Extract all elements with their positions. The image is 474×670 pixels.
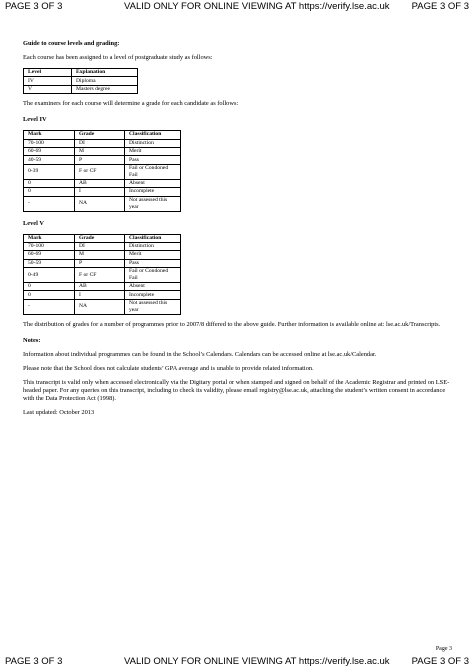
levels-cell-level: V	[24, 85, 72, 93]
cell-mark: 0	[24, 179, 75, 187]
cell-classification: Absent	[125, 283, 181, 291]
table-row	[24, 77, 138, 85]
notes-heading: Notes:	[23, 336, 41, 344]
cell-grade: M	[75, 147, 125, 155]
table-row	[24, 179, 181, 187]
cell-grade: AB	[75, 283, 125, 291]
cell-grade: F or CF	[75, 268, 125, 283]
cell-mark: 0	[24, 188, 75, 196]
header-grade: Grade	[75, 234, 125, 242]
bottom-banner-page-left: PAGE 3 OF 3	[5, 656, 63, 667]
level-v-heading: Level V	[23, 219, 45, 227]
header-mark: Mark	[24, 234, 75, 242]
table-row	[24, 242, 181, 250]
top-banner-page-left: PAGE 3 OF 3	[5, 1, 63, 12]
top-banner	[0, 0, 474, 14]
table-row	[24, 188, 181, 196]
cell-mark: 60-69	[24, 147, 75, 155]
table-row	[24, 147, 181, 155]
cell-classification: Merit	[125, 147, 181, 155]
cell-classification: Incomplete	[125, 188, 181, 196]
top-banner-verify-text: VALID ONLY FOR ONLINE VIEWING AT https://verify.lse.ac.uk	[124, 1, 390, 12]
levels-cell-explanation: Masters degree	[72, 85, 138, 93]
cell-mark: 60-69	[24, 251, 75, 259]
cell-grade: I	[75, 188, 125, 196]
cell-grade: DI	[75, 139, 125, 147]
page-number: Page 3	[435, 646, 452, 652]
header-grade: Grade	[75, 131, 125, 139]
cell-classification: Distinction	[125, 139, 181, 147]
cell-mark: 70-100	[24, 139, 75, 147]
table-row	[24, 139, 181, 147]
cell-grade: F or CF	[75, 164, 125, 179]
table-row	[24, 299, 181, 314]
notes-paragraph-validity: This transcript is valid only when accessed electronically via the Digitary portal or when stamped and signed on behalf of the Academic Registrar and printed on LSE-headed paper. For any queries on this transcript, including to check its validity, please email registry@lse.ac.uk, attaching the student’s written consent in accordance with the Data Protection Act (1998).	[23, 378, 450, 402]
table-row	[24, 196, 181, 211]
notes-paragraph-calendars: Information about individual programmes can be found in the School’s Calendars. Calendars can be accessed online at lse.ac.uk/Calendar.	[23, 350, 377, 358]
table-row	[24, 291, 181, 299]
levels-cell-level: IV	[24, 77, 72, 85]
cell-mark: 40-59	[24, 156, 75, 164]
bottom-banner	[0, 655, 474, 669]
top-banner-page-right: PAGE 3 OF 3	[411, 1, 469, 12]
cell-mark: 50-59	[24, 259, 75, 267]
header-mark: Mark	[24, 131, 75, 139]
table-row	[24, 268, 181, 283]
cell-classification: Fail or Condoned Fail	[125, 268, 181, 283]
table-row	[24, 164, 181, 179]
level-v-table	[23, 234, 181, 315]
cell-grade: P	[75, 156, 125, 164]
levels-table-header	[24, 69, 138, 77]
cell-classification: Pass	[125, 156, 181, 164]
cell-mark: 0	[24, 291, 75, 299]
examiners-text: The examiners for each course will determine a grade for each candidate as follows:	[23, 100, 239, 108]
level-iv-table	[23, 130, 181, 211]
cell-classification: Pass	[125, 259, 181, 267]
cell-classification: Not assessed this year	[125, 196, 181, 211]
last-updated: Last updated: October 2013	[23, 408, 95, 416]
level-iv-header	[24, 131, 181, 139]
levels-cell-explanation: Diploma	[72, 77, 138, 85]
guide-heading: Guide to course levels and grading:	[23, 40, 120, 47]
cell-grade: NA	[75, 196, 125, 211]
cell-classification: Merit	[125, 251, 181, 259]
level-iv-heading: Level IV	[23, 116, 47, 124]
cell-classification: Incomplete	[125, 291, 181, 299]
document-body	[23, 40, 453, 417]
levels-table	[23, 68, 138, 94]
table-row	[24, 283, 181, 291]
cell-grade: P	[75, 259, 125, 267]
header-classification: Classification	[125, 234, 181, 242]
levels-header-explanation: Explanation	[72, 69, 138, 77]
table-row	[24, 85, 138, 93]
cell-grade: AB	[75, 179, 125, 187]
table-row	[24, 259, 181, 267]
cell-classification: Not assessed this year	[125, 299, 181, 314]
cell-grade: M	[75, 251, 125, 259]
bottom-banner-verify-text: VALID ONLY FOR ONLINE VIEWING AT https://verify.lse.ac.uk	[124, 656, 390, 667]
level-v-header	[24, 234, 181, 242]
cell-mark: 70-100	[24, 242, 75, 250]
cell-mark: 0-49	[24, 268, 75, 283]
table-row	[24, 251, 181, 259]
guide-intro: Each course has been assigned to a level of postgraduate study as follows:	[23, 54, 213, 61]
cell-grade: DI	[75, 242, 125, 250]
cell-grade: I	[75, 291, 125, 299]
cell-mark: -	[24, 196, 75, 211]
cell-mark: -	[24, 299, 75, 314]
cell-grade: NA	[75, 299, 125, 314]
cell-mark: 0	[24, 283, 75, 291]
header-classification: Classification	[125, 131, 181, 139]
cell-mark: 0-39	[24, 164, 75, 179]
cell-classification: Absent	[125, 179, 181, 187]
cell-classification: Distinction	[125, 242, 181, 250]
cell-classification: Fail or Condoned Fail	[125, 164, 181, 179]
bottom-banner-page-right: PAGE 3 OF 3	[411, 656, 469, 667]
notes-paragraph-gpa: Please note that the School does not calculate students’ GPA average and is unable to provide related information.	[23, 364, 314, 372]
table-row	[24, 156, 181, 164]
levels-header-level: Level	[24, 69, 72, 77]
distribution-text: The distribution of grades for a number of programmes prior to 2007/8 differed to the above guide. Further information is available online at: lse.ac.uk/Transcripts.	[23, 320, 441, 328]
